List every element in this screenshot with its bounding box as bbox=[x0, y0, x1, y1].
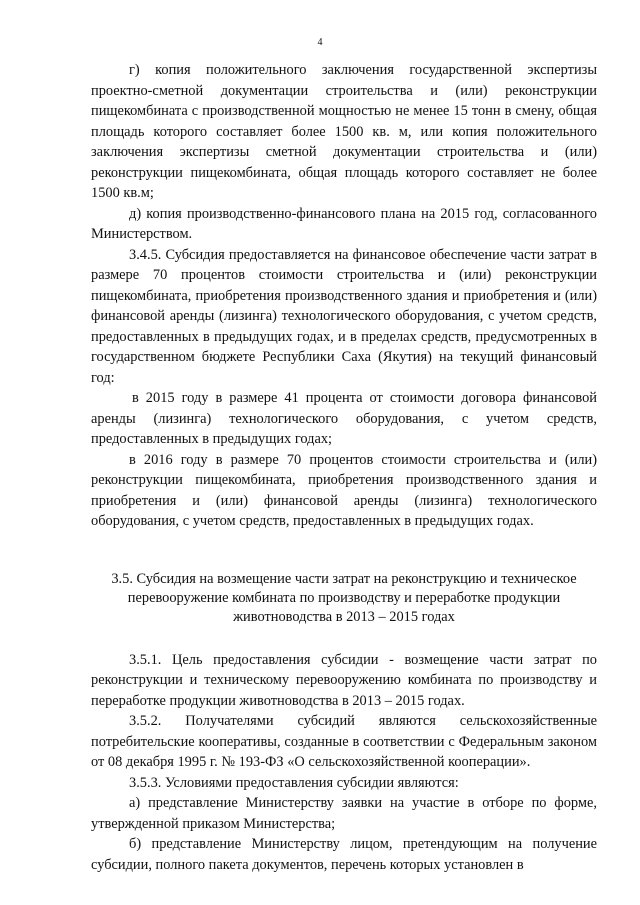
paragraph-item-g: г) копия положительного заключения государственной экспертизы проектно-сметной документации строительства и (или) реконструкции пищекомбината с производственной мощностью не менее 15 тонн в смену, общая площадь которого составляет более 1500 кв. м, или копия положительного заключения экспертизы сметной документации строительства и (или) реконструкции пищекомбината, общая площадь которого составляет не более 1500 кв.м; bbox=[91, 62, 597, 201]
paragraph-2016: в 2016 году в размере 70 процентов стоимости строительства и (или) реконструкции пищекомбината, приобретения производственного здания и приобретения и (или) финансовой аренды (лизинга) технологического оборудования, с учетом средств, предоставленных в предыдущих годах. bbox=[91, 451, 597, 529]
paragraph-item-b: б) представление Министерству лицом, претендующим на получение субсидии, полного пакета документов, перечень которых установлен в bbox=[91, 836, 597, 873]
section-heading-3-5: 3.5. Субсидия на возмещение части затрат на реконструкцию и техническое перевооружение комбината по производству и переработке продукции животноводства в 2013 – 2015 годах bbox=[111, 570, 577, 625]
paragraph-item-a: а) представление Министерству заявки на участие в отборе по форме, утвержденной приказом Министерства; bbox=[91, 795, 597, 832]
paragraph-3-5-2: 3.5.2. Получателями субсидий являются сельскохозяйственные потребительские кооперативы, созданные в соответствии с Федеральным законом от 08 декабря 1995 г. № 193-ФЗ «О сельскохозяйственной кооперации». bbox=[91, 713, 597, 770]
paragraph-item-d: д) копия производственно-финансового плана на 2015 год, согласованного Министерством. bbox=[91, 205, 597, 242]
page-number: 4 bbox=[317, 37, 323, 48]
paragraph-3-4-5: 3.4.5. Субсидия предоставляется на финансовое обеспечение части затрат в размере 70 процентов стоимости строительства и (или) реконструкции пищекомбината, приобретения производственного здания и приобретения и (или) финансовой аренды (лизинга) технологического оборудования, с учетом средств, предоставленных в предыдущих годах, и в пределах средств, предусмотренных в государственном бюджете Республики Саха (Якутия) на текущий финансовый год: bbox=[91, 246, 597, 386]
paragraph-3-5-3: 3.5.3. Условиями предоставления субсидии являются: bbox=[129, 774, 459, 791]
paragraph-2015: в 2015 году в размере 41 процента от стоимости договора финансовой аренды (лизинга) технологического оборудования, с учетом средств, предоставленных в предыдущих годах; bbox=[91, 390, 597, 447]
document-body bbox=[91, 60, 597, 875]
paragraph-3-5-1: 3.5.1. Цель предоставления субсидии - возмещение части затрат по реконструкции и техническому перевооружению комбината по производству и переработке продукции животноводства в 2013 – 2015 годах. bbox=[91, 651, 597, 709]
